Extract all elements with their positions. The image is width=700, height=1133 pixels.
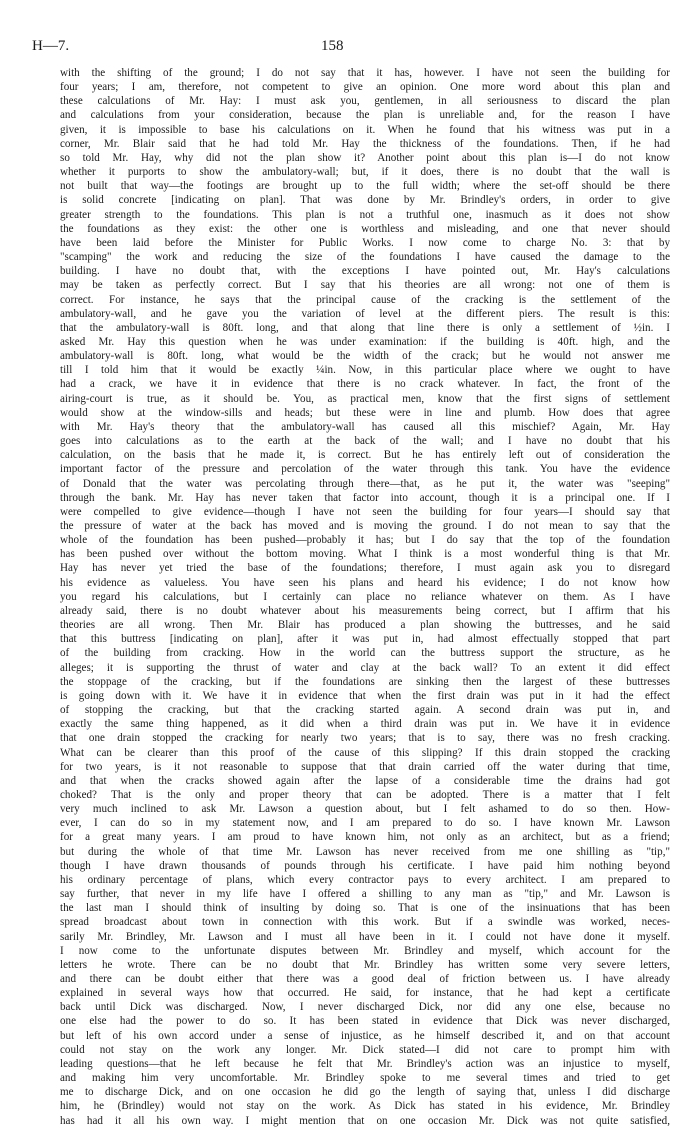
text-line: correct. For instance, he says that the principal cause of the cracking is the settlement of the: [60, 293, 670, 306]
text-line: Hay has never yet tried the base of the foundations; therefore, I must again ask you to disregard: [60, 562, 670, 575]
text-line: letters he wrote. There can be no doubt that Mr. Brindley has written some very severe letters,: [60, 958, 670, 971]
text-line: building. I have no doubt that, with the exceptions I have pointed out, Mr. Hay's calculations: [60, 265, 670, 278]
text-line: with Mr. Hay's theory that the ambulatory-wall has caused all this mischief? Again, Mr. Hay: [60, 420, 670, 433]
text-line: of stopping the cracking, but that the cracking started again. A second drain was put in, and: [60, 704, 670, 717]
text-line: What can be clearer than this proof of the cause of this slipping? If this drain stopped the cracking: [60, 746, 670, 759]
text-line: the pressure of water at the back has moved and is moving the ground. I do not mean to say that the: [60, 520, 670, 532]
text-line: leading questions—that he left because he felt that Mr. Brindley's action was an injustice to myself,: [60, 1057, 670, 1070]
text-line: very much inclined to ask Mr. Lawson a question about, but I felt ashamed to do so then. How-: [60, 803, 670, 816]
document-reference: H—7.: [32, 38, 70, 54]
text-line: choked? That is the only and proper theory that can be adopted. There is a matter that I felt: [60, 788, 670, 801]
text-line: explained in several ways how that occurred. He said, for instance, that he had kept a certificate: [60, 987, 670, 1000]
text-line: airing-court is true, as it should be. You, as practical men, know that the first signs of settlement: [60, 392, 670, 405]
text-line: that this buttress [indicating on plan], after it was put in, had almost effectually stopped that part: [60, 633, 670, 646]
text-line: say further, that never in my life have I offered a shilling to any man as "tip," and Mr. Lawson is: [60, 888, 670, 901]
text-line: were compelled to give evidence—though I have not seen the building for four years—I should say that: [60, 505, 670, 518]
text-line: exactly the same thing happened, as it did when a third drain was put in. We have it in evidence: [60, 718, 670, 731]
text-line: but during the whole of that time Mr. Lawson has never received from me one shilling as "tip,": [60, 845, 670, 858]
text-line: could not stay on the work any longer. Mr. Dick stated—I did not care to prompt him with: [60, 1043, 670, 1056]
text-line: the stoppage of the cracking, but if the foundations are sinking then the largest of these buttresses: [60, 675, 670, 688]
text-line: "scamping" the work and reducing the size of the foundations I have caused the damage to the: [60, 251, 670, 264]
text-line: his ordinary percentage of plans, which every contractor pays to every architect. I am prepared to: [60, 873, 670, 886]
text-line: these calculations of Mr. Hay: I must ask you, gentlemen, in all seriousness to discard the plan: [60, 95, 670, 108]
text-line: has had it all his own way. I might mention that on one occasion Mr. Dick was not quite satisfied,: [60, 1114, 670, 1127]
text-line: me to discharge Dick, and on one occasion he did go the length of saying that, unless I did discharge: [60, 1086, 670, 1099]
text-line: that the ambulatory-wall is 80ft. long, and that along that line there is only a settlement of ½in. I: [60, 321, 670, 334]
text-line: greater strength to the foundations. This plan is not a truthful one, inasmuch as it does not show: [60, 208, 670, 221]
text-line: though I have drawn thousands of pounds through his certificate. I have paid him nothing beyond: [60, 859, 670, 872]
text-line: has been pushed over without the bottom moving. What I think is a most wonderful thing is that Mr.: [60, 548, 670, 561]
text-line: that one drain stopped the cracking for nearly two years; that is to say, there was no fresh cracking.: [60, 732, 670, 745]
text-line: goes into calculations as to the earth at the back of the wall; and I have no doubt that his: [60, 435, 670, 448]
text-line: already said, there is no doubt whatever about his measurements being correct, but I affirm that his: [60, 604, 670, 617]
text-line: with the shifting of the ground; I do not say that it has, however. I have not seen the building for: [60, 67, 670, 79]
text-line: of the building from cracking. How in the world can the buttress support the structure, as he: [60, 647, 670, 660]
page-number: 158: [321, 38, 344, 54]
text-line: for two years, is it not reasonable to suppose that that drain carried off the water during that time,: [60, 760, 670, 773]
text-line: one else had the power to do so. It has been stated in evidence that Dick was never discharged,: [60, 1015, 670, 1028]
text-line: whole of the foundation has been pushed—probably it has; but I do say that the top of the foundation: [60, 534, 670, 547]
text-line: and that when the cracks showed again after the lapse of a considerable time the drains had got: [60, 774, 670, 787]
text-line: through the bank. Mr. Hay has never taken that factor into account, though it is a principal one. If I: [60, 491, 670, 504]
text-line: the foundations as they exist: the other one is worthless and misleading, and one that never should: [60, 222, 670, 235]
text-line: four years; I am, therefore, not competent to give an opinion. One more word about this plan and: [60, 81, 670, 94]
text-line: theories are all wrong. Then Mr. Blair has produced a plan showing the buttresses, and he said: [60, 619, 670, 632]
text-line: and making him very uncomfortable. Mr. Brindley spoke to me several times and tried to get: [60, 1072, 670, 1085]
text-line: of Donald that the water was percolating through there—that, as he put it, the water was "seeping": [60, 477, 670, 490]
text-line: alleges; it is supporting the thrust of water and clay at the back wall? To an extent it did effect: [60, 661, 670, 674]
text-line: I now come to the unfortunate disputes between Mr. Brindley and myself, which account for the: [60, 944, 670, 957]
text-line: sarily Mr. Brindley, Mr. Lawson and I must all have been in it. I could not have done it myself.: [60, 930, 670, 943]
text-line: had a crack, we have it in evidence that there is no crack whatever. In fact, the front of the: [60, 378, 670, 391]
text-line: calculation, on the basis that he made it, is correct. But he has entirely left out of consideration the: [60, 449, 670, 462]
text-line: but left of his own accord under a sense of injustice, as he himself described it, and on that account: [60, 1029, 670, 1042]
text-line: the last man I should think of insulting by doing so. That is one of the insinuations that has been: [60, 902, 670, 915]
text-line: you regard his calculations, but I certainly can place no reliance whatever on them. As I have: [60, 590, 670, 603]
text-line: is going down with it. We have it in evidence that when the first drain was put in it had the effect: [60, 689, 670, 702]
text-line: asked Mr. Hay this question when he was under examination: if the building is 40ft. high, and the: [60, 335, 670, 348]
text-line: have been laid before the Minister for Public Works. I now come to charge No. 3: that by: [60, 236, 670, 249]
text-line: corner, Mr. Blair said that he had told Mr. Hay the thickness of the foundations. Then, if he had: [60, 137, 670, 150]
text-line: so told Mr. Hay, why did not the plan show it? Another point about this plan is—I do not know: [60, 151, 670, 164]
text-line: his evidence as valueless. You have seen his plans and heard his evidence; I do not know how: [60, 576, 670, 589]
text-line: would show at the window-sills and heads; but these were in line and plumb. How does that agree: [60, 406, 670, 419]
text-line: not built that way—the footings are brought up to the full width; where the set-off should be there: [60, 180, 670, 193]
text-line: important factor of the pressure and percolation of the water through this tank. You have the evidence: [60, 463, 670, 476]
text-line: ever, I can do so in my statement now, and I am prepared to do so. I have known Mr. Lawson: [60, 817, 670, 830]
text-line: ambulatory-wall is 80ft. long, what would be the width of the crack; but he would not answer me: [60, 350, 670, 363]
text-line: whether it purports to show the ambulatory-wall; but, if it does, there is no doubt that the wall is: [60, 166, 670, 179]
text-line: till I told him that it would be exactly ¼in. Now, in this particular place where we ought to have: [60, 364, 670, 377]
text-line: and calculations from your consideration, because the plan is unreliable and, for the reason I have: [60, 109, 670, 122]
text-line: him, he (Brindley) would not stay on the work. As Dick has stated in his evidence, Mr. Brindley: [60, 1100, 670, 1113]
text-line: spread broadcast about town in connection with this work. But if a swindle was worked, neces-: [60, 916, 670, 929]
page-header: [32, 38, 668, 58]
text-line: ambulatory-wall, and he gave you the variation of level at the different piers. The result is this:: [60, 307, 670, 320]
text-line: for a great many years. I am proud to have known him, not only as an architect, but as a friend;: [60, 831, 670, 844]
text-line: back until Dick was discharged. Now, I never discharged Dick, nor did any one else, because no: [60, 1001, 670, 1014]
text-line: is solid concrete [indicating on plan]. That was done by Mr. Brindley's orders, in order to give: [60, 194, 670, 207]
text-line: may be taken as perfectly correct. But I say that his theories are all wrong: not one of them is: [60, 279, 670, 292]
text-line: and there can be doubt either that there was a good deal of friction between us. I have already: [60, 973, 670, 985]
body-text: [60, 66, 670, 1128]
text-line: given, it is impossible to base his calculations on it. When he found that his witness was put in a: [60, 123, 670, 136]
